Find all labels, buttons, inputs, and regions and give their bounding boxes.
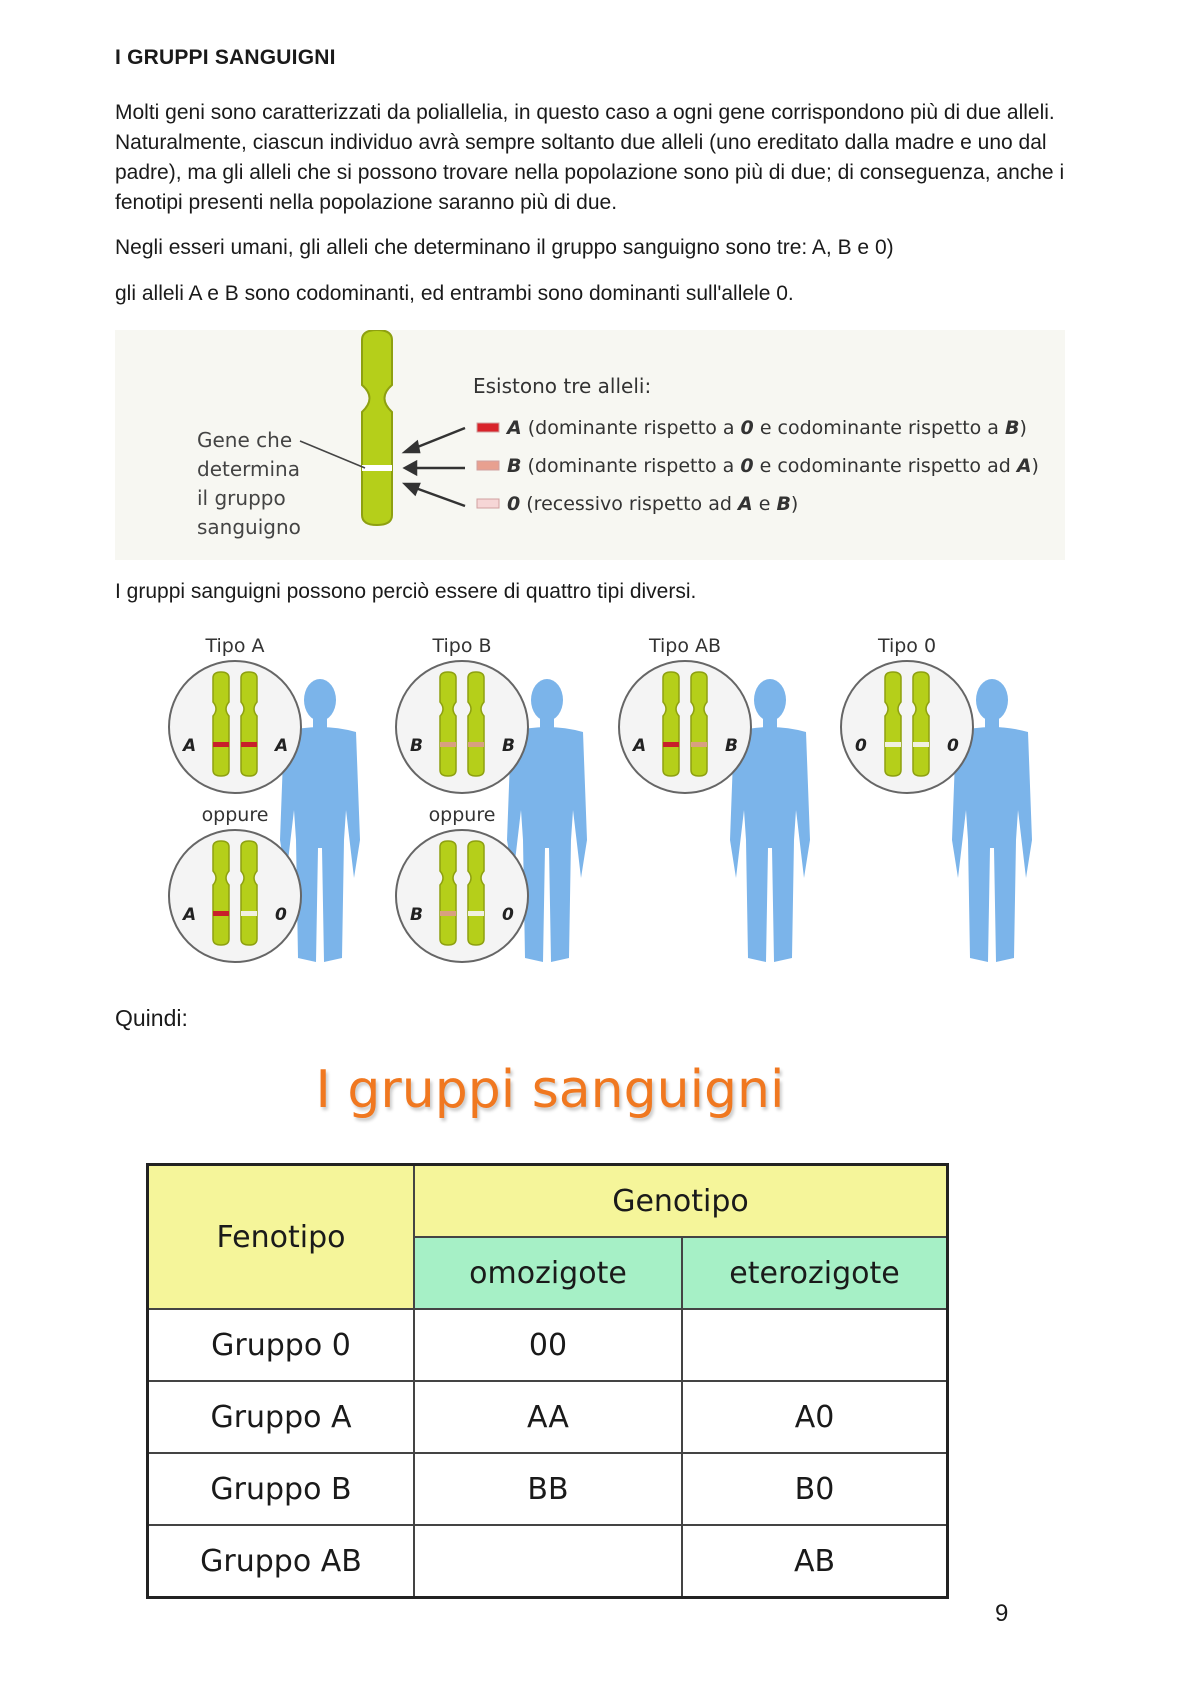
allele-letter: A	[183, 905, 197, 925]
chromosome	[468, 672, 484, 776]
allele-band	[440, 911, 456, 916]
allele-letter: 0	[947, 736, 959, 756]
allele-description: 0 (recessivo rispetto ad A e B)	[507, 493, 799, 515]
allele-letter: 0	[855, 736, 867, 756]
gene-label-line: Gene che	[197, 428, 293, 452]
header-genotipo: Genotipo	[414, 1165, 948, 1238]
allele-band	[663, 742, 679, 747]
blood-type-label: Tipo 0	[877, 635, 937, 657]
blood-type-label: Tipo A	[205, 635, 265, 657]
allele-swatch	[477, 461, 499, 470]
chromosome	[885, 672, 901, 776]
chromosome-pair-circle	[619, 661, 751, 793]
cell-eterozigote	[682, 1309, 948, 1381]
blood-groups-table	[146, 1163, 949, 1599]
allele-description: B (dominante rispetto a 0 e codominante rispetto ad A)	[507, 455, 1039, 477]
header-eterozigote: eterozigote	[682, 1237, 948, 1309]
chromosome-pair-circle	[169, 661, 301, 793]
allele-band	[241, 742, 257, 747]
chromosome	[440, 841, 456, 945]
page-number: 9	[995, 1600, 1009, 1627]
chromosome-pair-circle	[396, 661, 528, 793]
chromosome-pair-circle	[396, 830, 528, 962]
blood-type-label: Tipo AB	[648, 635, 722, 657]
allele-band	[213, 742, 229, 747]
allele-letter: 0	[275, 905, 287, 925]
allele-letter: B	[410, 905, 423, 925]
table-row	[148, 1525, 948, 1598]
allele-description: A (dominante rispetto a 0 e codominante rispetto a B)	[507, 417, 1027, 439]
paragraph-alleli-umani: Negli esseri umani, gli alleli che determinano il gruppo sanguigno sono tre: A, B e 0)	[115, 236, 894, 259]
gene-label-line: sanguigno	[197, 515, 301, 539]
paragraph-poliallelia: Molti geni sono caratterizzati da poliallelia, in questo caso a ogni gene corrispondono più di due alleli. Naturalmente, ciascun individuo avrà sempre soltanto due alleli (uno ereditato dalla madre e uno dal padre), ma gli alleli che si possono trovare nella popolazione sono più di due; di conseguenza, anche i fenotipi presenti nella popolazione saranno più di due.	[115, 101, 1065, 214]
chromosome	[241, 672, 257, 776]
table-row	[148, 1381, 948, 1453]
chromosome-shape	[362, 330, 392, 525]
table-title: I gruppi sanguigni	[315, 1060, 785, 1120]
allele-band	[468, 742, 484, 747]
allele-band	[213, 911, 229, 916]
document-title: I GRUPPI SANGUIGNI	[115, 46, 336, 69]
gene-label-line: determina	[197, 457, 300, 481]
chromosome	[440, 672, 456, 776]
chromosome	[663, 672, 679, 776]
cell-eterozigote: B0	[682, 1453, 948, 1525]
allele-letter: A	[183, 736, 197, 756]
paragraph-quattro-tipi: I gruppi sanguigni possono perciò essere di quattro tipi diversi.	[115, 580, 697, 603]
allele-band	[468, 911, 484, 916]
gene-label-line: il gruppo	[197, 486, 286, 510]
allele-letter: 0	[502, 905, 514, 925]
cell-omozigote: 00	[414, 1309, 682, 1381]
alleles-header: Esistono tre alleli:	[473, 374, 652, 398]
chromosome	[468, 841, 484, 945]
chromosome-pair-circle	[169, 830, 301, 962]
cell-gruppo: Gruppo AB	[148, 1525, 415, 1598]
table-row	[148, 1453, 948, 1525]
allele-band	[440, 742, 456, 747]
cell-eterozigote: AB	[682, 1525, 948, 1598]
allele-letter: A	[275, 736, 289, 756]
chromosome	[913, 672, 929, 776]
chromosome-pair-circle	[841, 661, 973, 793]
allele-letter: B	[725, 736, 738, 756]
blood-types-figure	[150, 630, 1050, 970]
allele-band	[885, 742, 901, 747]
table-row	[148, 1309, 948, 1381]
chromosome	[691, 672, 707, 776]
chromosome	[213, 672, 229, 776]
allele-letter: B	[502, 736, 515, 756]
cell-eterozigote: A0	[682, 1381, 948, 1453]
cell-gruppo: Gruppo A	[148, 1381, 415, 1453]
allele-letter: A	[633, 736, 647, 756]
quindi-label: Quindi:	[115, 1005, 188, 1031]
blood-type-label: Tipo B	[432, 635, 492, 657]
chromosome	[213, 841, 229, 945]
allele-band	[913, 742, 929, 747]
oppure-label: oppure	[428, 804, 496, 826]
allele-letter: B	[410, 736, 423, 756]
cell-gruppo: Gruppo B	[148, 1453, 415, 1525]
paragraph-codominanza: gli alleli A e B sono codominanti, ed entrambi sono dominanti sull'allele 0.	[115, 282, 794, 305]
allele-band	[241, 911, 257, 916]
header-omozigote: omozigote	[414, 1237, 682, 1309]
alleles-figure	[115, 330, 1065, 560]
cell-omozigote: BB	[414, 1453, 682, 1525]
allele-swatch	[477, 499, 499, 508]
allele-swatch	[477, 423, 499, 432]
cell-omozigote	[414, 1525, 682, 1598]
chromosome	[241, 841, 257, 945]
cell-gruppo: Gruppo 0	[148, 1309, 415, 1381]
header-fenotipo: Fenotipo	[148, 1165, 415, 1310]
cell-omozigote: AA	[414, 1381, 682, 1453]
oppure-label: oppure	[201, 804, 269, 826]
allele-band	[691, 742, 707, 747]
